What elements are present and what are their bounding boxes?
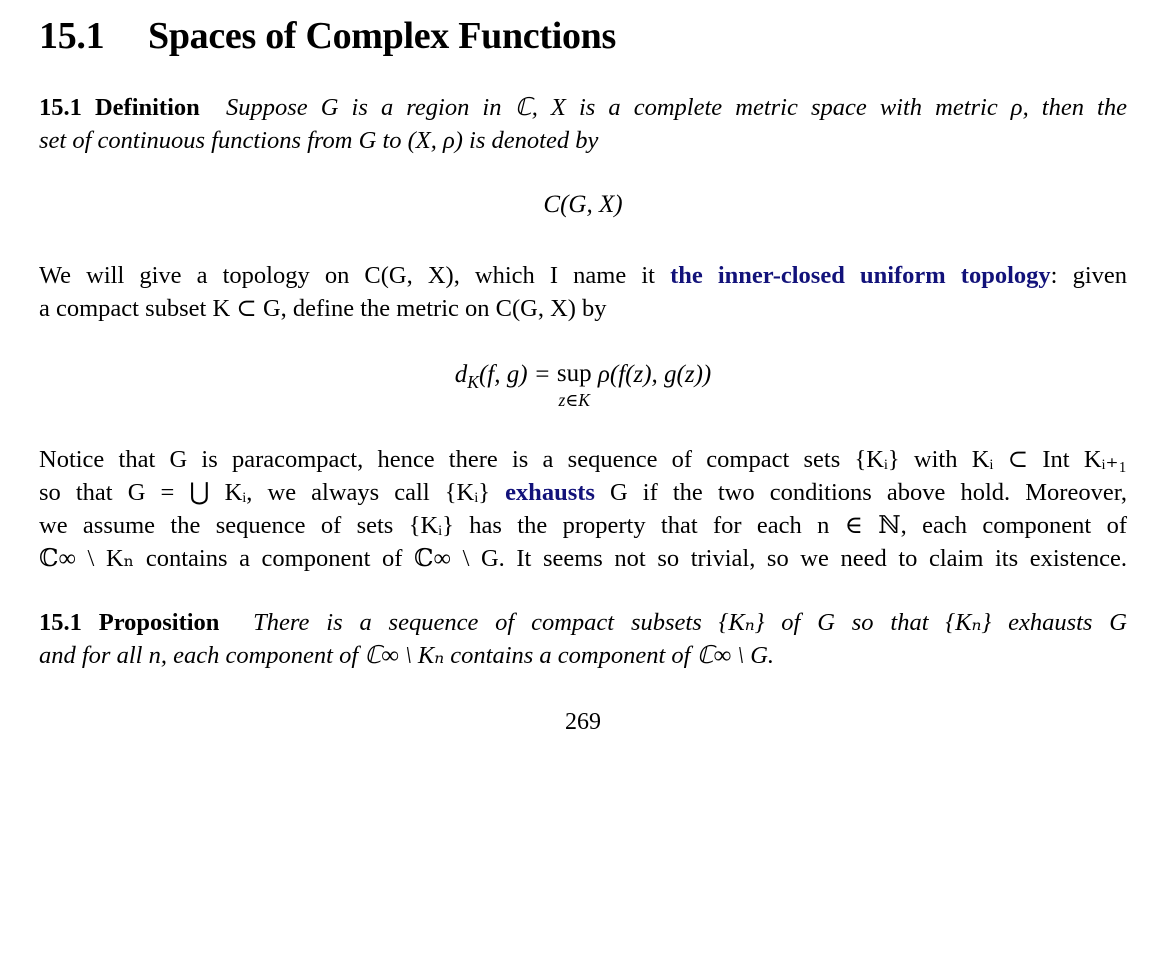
- definition-block: [39, 91, 1127, 157]
- definition-label: 15.1 Definition: [39, 94, 200, 121]
- metric-rhs: ρ(f(z), g(z)): [597, 361, 712, 388]
- topology-line-2: a compact subset K ⊂ G, define the metric on C(G, X) by: [39, 295, 607, 322]
- sup-operator-text: sup: [556, 360, 592, 387]
- notice-line-1: Notice that G is paracompact, hence there is a sequence of compact sets {Kᵢ} with Kᵢ ⊂ Int Kᵢ₊₁: [39, 446, 1127, 473]
- definition-text-1: Suppose G is a region in ℂ, X is a complete metric space with metric ρ, then the: [225, 94, 1127, 121]
- metric-subscript: K: [467, 372, 479, 393]
- notice-line-4: ℂ∞ \ Kₙ contains a component of ℂ∞ \ G. It seems not so trivial, so we need to claim its existence.: [39, 545, 1127, 572]
- proposition-label: 15.1 Proposition: [39, 609, 220, 636]
- definition-line-1: [39, 91, 1127, 124]
- topology-line-1: [39, 259, 1127, 292]
- metric-symbol: d: [454, 361, 468, 388]
- section-number: 15.1: [39, 15, 105, 57]
- topology-text-after: : given: [1050, 262, 1127, 289]
- notice-line-3: we assume the sequence of sets {Kᵢ} has the property that for each n ∈ ℕ, each component of: [39, 512, 1127, 539]
- definition-text-2: set of continuous functions from G to (X, ρ) is denoted by: [39, 127, 599, 154]
- topology-text-before: We will give a topology on C(G, X), which I name it: [39, 262, 655, 289]
- notice-paragraph: [39, 443, 1127, 575]
- sup-operator: [557, 361, 592, 410]
- proposition-text-2: and for all n, each component of ℂ∞ \ Kₙ contains a component of ℂ∞ \ G.: [39, 642, 775, 669]
- display-equation-metric: [39, 361, 1127, 410]
- notice-line-2-after: G if the two conditions above hold. Moreover,: [610, 479, 1127, 506]
- exhausts-term: exhausts: [505, 479, 595, 506]
- proposition-text-1: There is a sequence of compact subsets {Kₙ} of G so that {Kₙ} exhausts G: [253, 609, 1127, 636]
- section-title: Spaces of Complex Functions: [148, 15, 616, 57]
- metric-arguments: (f, g) =: [478, 361, 551, 388]
- topology-paragraph: [39, 259, 1127, 325]
- display-equation-cgx: C(G, X): [543, 191, 623, 218]
- page-number: 269: [565, 709, 601, 735]
- sup-operator-subscript: z∈K: [558, 390, 590, 410]
- notice-line-2-before: so that G = ⋃ Kᵢ, we always call {Kᵢ}: [39, 479, 490, 506]
- section-heading: [39, 14, 616, 58]
- notice-line-2: [39, 476, 1127, 509]
- proposition-line-1: [39, 606, 1127, 639]
- proposition-block: [39, 606, 1127, 672]
- inner-closed-uniform-topology-term: the inner-closed uniform topology: [670, 262, 1051, 289]
